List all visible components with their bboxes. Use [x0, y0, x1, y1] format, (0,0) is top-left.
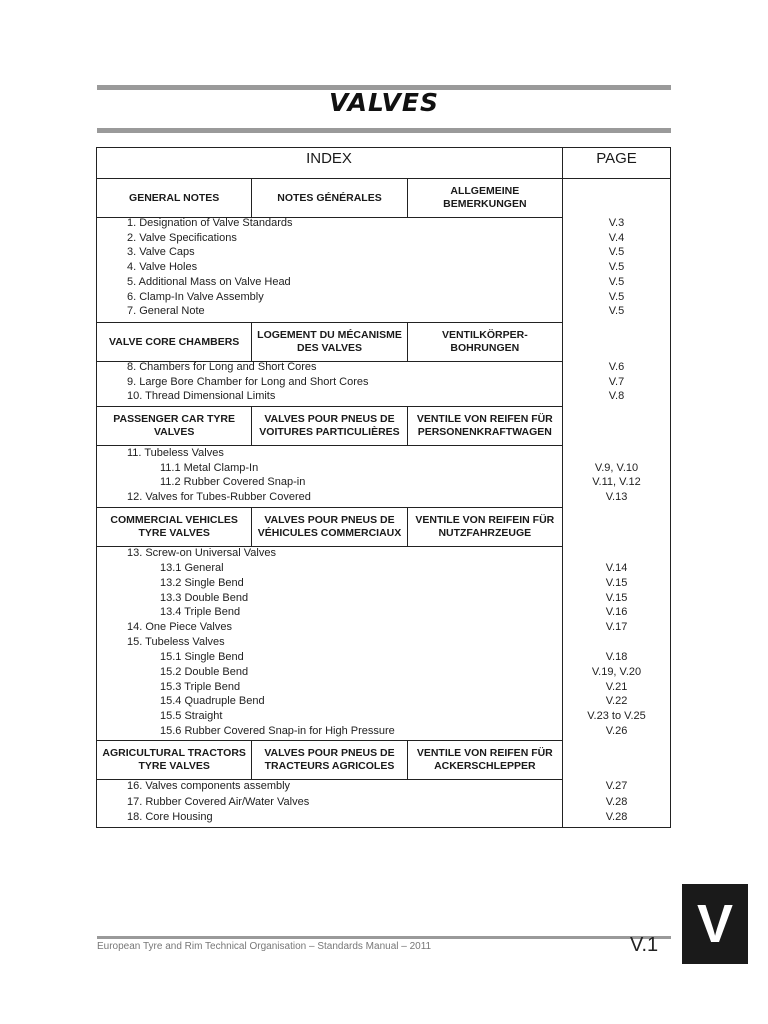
index-item: 13. Screw-on Universal Valves — [127, 547, 276, 559]
index-subitem: 15.1 Single Bend — [160, 651, 244, 663]
index-item: 2. Valve Specifications — [127, 232, 237, 244]
section-header-de: VENTILE VON REIFEIN FÜR NUTZFAHRZEUGE — [407, 508, 562, 546]
section-header-passenger-car — [96, 406, 563, 446]
index-item: 17. Rubber Covered Air/Water Valves — [127, 796, 310, 808]
page-title: VALVES — [329, 88, 439, 117]
section-header-en: GENERAL NOTES — [129, 191, 220, 204]
page-ref: V.7 — [608, 376, 625, 388]
index-item: 9. Large Bore Chamber for Long and Short Cores — [127, 376, 369, 388]
page-ref: V.23 to V.25 — [587, 710, 646, 722]
index-item: 18. Core Housing — [127, 811, 213, 823]
index-item: 4. Valve Holes — [127, 261, 198, 273]
index-item: 5. Additional Mass on Valve Head — [127, 276, 291, 288]
section-header-fr: VALVES POUR PNEUS DE VOITURES PARTICULIÈRES — [251, 407, 406, 445]
page-ref: V.27 — [605, 780, 628, 792]
page-ref: V.6 — [608, 361, 625, 373]
page-ref: V.16 — [605, 606, 628, 618]
page-ref: V.22 — [605, 695, 628, 707]
index-item: 1. Designation of Valve Standards — [127, 217, 293, 229]
section-header-en: COMMERCIAL VEHICLES TYRE VALVES — [110, 514, 238, 539]
page-ref: V.15 — [605, 592, 628, 604]
index-subitem: 13.1 General — [160, 562, 224, 574]
index-item: 8. Chambers for Long and Short Cores — [127, 361, 317, 373]
section-header-fr: VALVES POUR PNEUS DE VÉHICULES COMMERCIAUX — [251, 508, 406, 546]
index-subitem: 15.4 Quadruple Bend — [160, 695, 265, 707]
section-header-en: VALVE CORE CHAMBERS — [109, 335, 240, 348]
index-subitem: 13.3 Double Bend — [160, 592, 249, 604]
index-subitem: 15.5 Straight — [160, 710, 223, 722]
index-subitem: 11.2 Rubber Covered Snap-in — [160, 476, 306, 488]
section-header-en: PASSENGER CAR TYRE VALVES — [113, 413, 236, 438]
section-header-fr: NOTES GÉNÉRALES — [251, 179, 406, 217]
index-header: INDEX — [306, 150, 352, 167]
index-subitem: 15.2 Double Bend — [160, 666, 249, 678]
section-header-de: ALLGEMEINE BEMERKUNGEN — [407, 179, 562, 217]
page-ref: V.4 — [608, 232, 625, 244]
page-ref: V.15 — [605, 577, 628, 589]
section-header-en: AGRICULTURAL TRACTORS TYRE VALVES — [102, 747, 246, 772]
section-header-fr: LOGEMENT DU MÉCANISME DES VALVES — [251, 323, 406, 361]
page-ref: V.9, V.10 — [594, 462, 639, 474]
footer-page-number: V.1 — [630, 934, 659, 956]
page-ref: V.5 — [608, 246, 625, 258]
index-item: 3. Valve Caps — [127, 246, 195, 258]
page-ref: V.18 — [605, 651, 628, 663]
index-subitem: 15.6 Rubber Covered Snap-in for High Pressure — [160, 725, 395, 737]
page-ref: V.19, V.20 — [591, 666, 642, 678]
index-item: 7. General Note — [127, 305, 205, 317]
page-ref: V.13 — [605, 491, 628, 503]
index-item: 6. Clamp-In Valve Assembly — [127, 291, 264, 303]
page-ref: V.21 — [605, 681, 628, 693]
section-tab: V — [682, 884, 748, 964]
page-ref: V.5 — [608, 261, 625, 273]
page-ref: V.3 — [608, 217, 625, 229]
page-ref: V.5 — [608, 291, 625, 303]
page-ref: V.28 — [605, 796, 628, 808]
page-ref: V.26 — [605, 725, 628, 737]
index-item: 15. Tubeless Valves — [127, 636, 225, 648]
index-item: 12. Valves for Tubes-Rubber Covered — [127, 491, 311, 503]
index-item: 11. Tubeless Valves — [127, 447, 224, 459]
page-ref: V.17 — [605, 621, 628, 633]
index-subitem: 11.1 Metal Clamp-In — [160, 462, 259, 474]
index-subitem: 15.3 Triple Bend — [160, 681, 241, 693]
section-header-de: VENTILE VON REIFEN FÜR ACKERSCHLEPPER — [407, 741, 562, 779]
section-header-general-notes — [96, 178, 563, 218]
footer-text: European Tyre and Rim Technical Organisation – Standards Manual – 2011 — [97, 941, 432, 952]
page-header: PAGE — [596, 150, 637, 167]
index-item: 16. Valves components assembly — [127, 780, 291, 792]
index-subitem: 13.4 Triple Bend — [160, 606, 241, 618]
section-header-commercial-vehicles — [96, 507, 563, 547]
section-header-de: VENTILKÖRPER-BOHRUNGEN — [407, 323, 562, 361]
index-subitem: 13.2 Single Bend — [160, 577, 244, 589]
page-ref: V.5 — [608, 276, 625, 288]
page-ref: V.8 — [608, 390, 625, 402]
section-header-valve-core-chambers — [96, 322, 563, 362]
index-item: 14. One Piece Valves — [127, 621, 232, 633]
page-ref: V.11, V.12 — [592, 476, 641, 488]
page-ref: V.5 — [608, 305, 625, 317]
footer-rule — [97, 936, 671, 939]
page-ref: V.28 — [605, 811, 628, 823]
section-header-fr: VALVES POUR PNEUS DE TRACTEURS AGRICOLES — [251, 741, 406, 779]
index-item: 10. Thread Dimensional Limits — [127, 390, 276, 402]
section-header-agricultural-tractors — [96, 740, 563, 780]
title-underline — [97, 128, 671, 133]
page-ref: V.14 — [605, 562, 628, 574]
section-header-de: VENTILE VON REIFEN FÜR PERSONENKRAFTWAGEN — [407, 407, 562, 445]
